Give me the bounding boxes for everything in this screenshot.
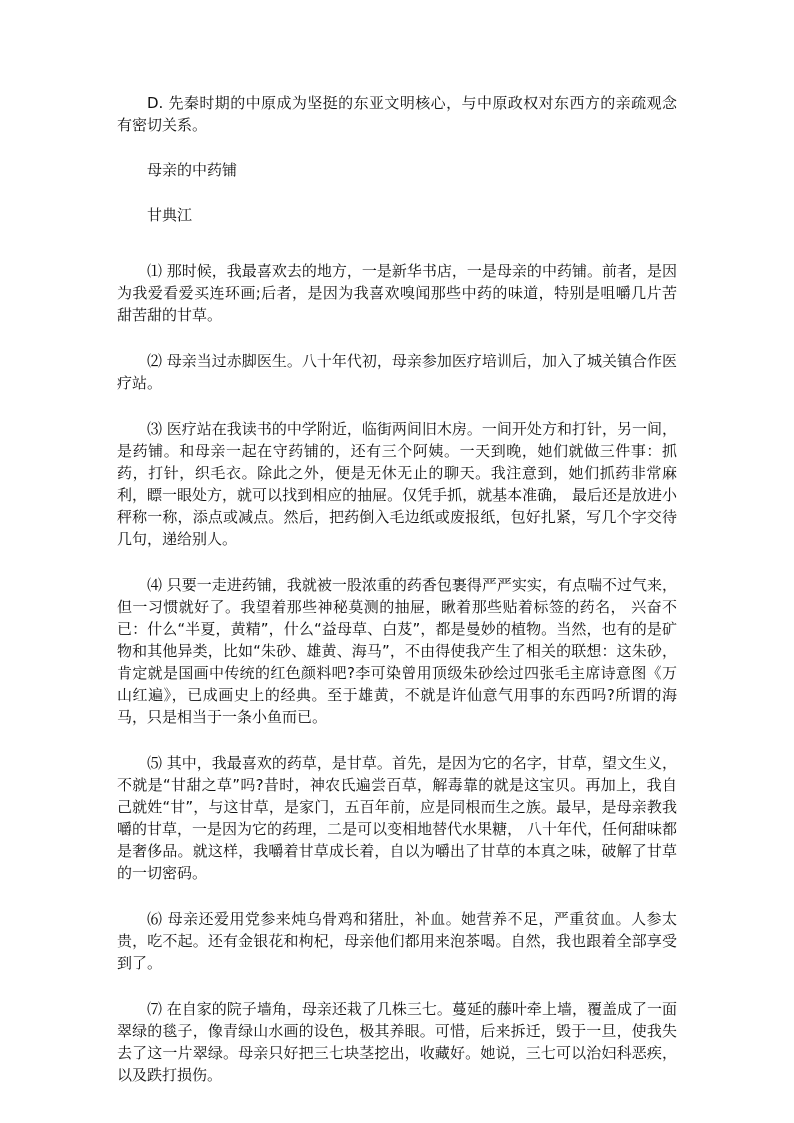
paragraph-7: ⑺ 在自家的院子墙角，母亲还栽了几株三七。蔓延的藤叶牵上墙，覆盖成了一面翠绿的毯子，像青绿山水画的设色，极其养眼。可惜，后来拆迁，毁于一旦，使我失去了这一片翠绿。母亲只好把三七块茎挖出，收藏好。她说，三七可以治妇科恶疾，以及跌打损伤。 (117, 1000, 677, 1084)
article-author: 甘典江 (147, 206, 193, 224)
paragraph-2: ⑵ 母亲当过赤脚医生。八十年代初，母亲参加医疗培训后，加入了城关镇合作医疗站。 (117, 352, 677, 392)
option-d-paragraph: D. 先秦时期的中原成为坚挺的东亚文明核心，与中原政权对东西方的亲疏观念有密切关系。 (117, 94, 677, 134)
paragraph-1: ⑴ 那时候，我最喜欢去的地方，一是新华书店，一是母亲的中药铺。前者，是因为我爱看爱买连环画;后者，是因为我喜欢嗅闻那些中药的味道，特别是咀嚼几片苦甜苦甜的甘草。 (117, 262, 677, 324)
article-title: 母亲的中药铺 (147, 161, 238, 179)
paragraph-3: ⑶ 医疗站在我读书的中学附近，临街两间旧木房。一间开处方和打针，另一间，是药铺。和母亲一起在守药铺的，还有三个阿姨。一天到晚，她们就做三件事：抓药，打针，织毛衣。除此之外，便是无休无止的聊天。我注意到，她们抓药非常麻利，瞟一眼处方，就可以找到相应的抽屉。仅凭手抓，就基本准确， 最后还是放进小秤称一称，添点或减点。然后，把药倒入毛边纸或废报纸，包好扎紧，写几个字交待几句，递给别人。 (117, 420, 677, 548)
paragraph-6: ⑹ 母亲还爱用党参来炖乌骨鸡和猪肚，补血。她营养不足，严重贫血。人参太贵，吃不起。还有金银花和枸杞，母亲他们都用来泡茶喝。自然，我也跟着全部享受到了。 (117, 910, 677, 972)
paragraph-4: ⑷ 只要一走进药铺，我就被一股浓重的药香包裹得严严实实，有点喘不过气来，但一习惯就好了。我望着那些神秘莫测的抽屉，瞅着那些贴着标签的药名， 兴奋不已：什么“半夏，黄精”，什么“益母草、白芨”，都是曼妙的植物。当然，也有的是矿物和其他异类，比如“朱砂、雄黄、海马”，不由得使我产生了相关的联想：这朱砂，肯定就是国画中传统的红色颜料吧?李可染曾用顶级朱砂绘过四张毛主席诗意图《万山红遍》，已成画史上的经典。至于雄黄，不就是许仙意气用事的东西吗?所谓的海马，只是相当于一条小鱼而已。 (117, 576, 677, 726)
document-body (117, 92, 677, 1086)
paragraph-5: ⑸ 其中，我最喜欢的药草，是甘草。首先，是因为它的名字，甘草，望文生义，不就是“甘甜之草”吗?昔时，神农氏遍尝百草，解毒靠的就是这宝贝。再加上，我自己就姓“甘”，与这甘草，是家门，五百年前，应是同根而生之族。最早，是母亲教我嚼的甘草，一是因为它的药理，二是可以变相地替代水果糖， 八十年代，任何甜味都是奢侈品。就这样，我嚼着甘草成长着，自以为嚼出了甘草的本真之味，破解了甘草的一切密码。 (117, 754, 677, 882)
